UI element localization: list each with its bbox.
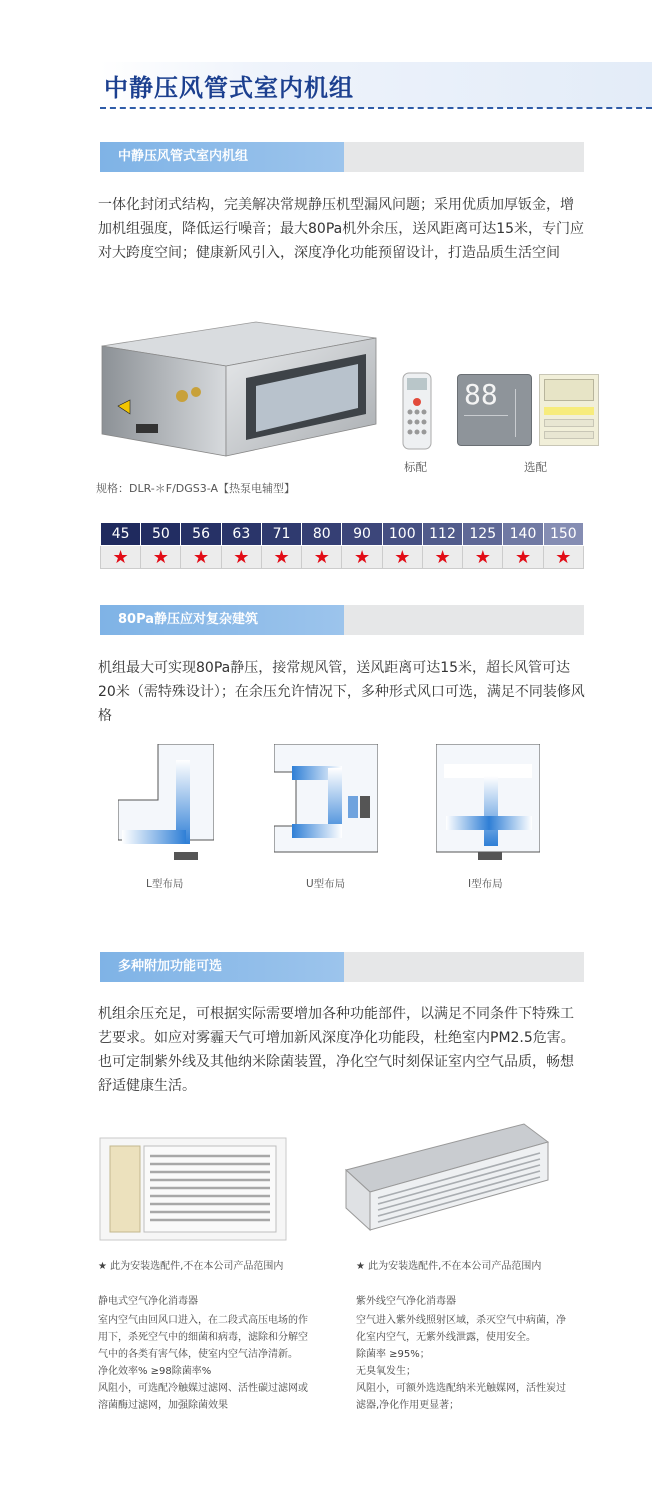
capacity-cell: 71 — [261, 523, 301, 546]
availability-star: ★ — [261, 546, 301, 569]
description-line: 化室内空气，无紫外线泄露，使用安全。 — [356, 1332, 536, 1343]
section-heading: 中静压风管式室内机组 — [100, 142, 344, 172]
capacity-cell: 80 — [302, 523, 342, 546]
description-line: 滤器,净化作用更显著； — [356, 1400, 460, 1411]
u-layout-icon — [274, 744, 378, 868]
availability-star: ★ — [181, 546, 221, 569]
capacity-cell: 125 — [463, 523, 503, 546]
description-line: 空气进入紫外线照射区域，杀灭空气中病菌，净 — [356, 1315, 566, 1326]
touch-panel-image — [539, 374, 599, 446]
duct-unit-image — [96, 316, 381, 466]
wired-controller-image — [457, 374, 532, 446]
electrostatic-description — [98, 1293, 338, 1414]
standard-label: 标配 — [404, 460, 427, 474]
capacity-cell: 150 — [543, 523, 583, 546]
section-heading: 多种附加功能可选 — [100, 952, 344, 982]
controller-display: 88 — [464, 378, 498, 411]
section-heading: 80Pa静压应对复杂建筑 — [100, 605, 344, 635]
description-line: 溶菌酶过滤网，加强除菌效果 — [98, 1400, 228, 1411]
section3-body: 机组余压充足，可根据实际需要增加各种功能部件，以满足不同条件下特殊工艺要求。如应对雾霾天气可增加新风深度净化功能段，杜绝室内PM2.5危害。也可定制紫外线及其他纳米除菌装置，净化空气时刻保证室内空气品质，畅想舒适健康生活。 — [98, 1006, 575, 1094]
availability-star: ★ — [101, 546, 141, 569]
optional-label: 选配 — [524, 460, 547, 474]
right-accessory-note: ★ 此为安装选配件,不在本公司产品范围内 — [356, 1261, 542, 1272]
description-line: 无臭氧发生； — [356, 1366, 416, 1377]
i-layout-label: I型布局 — [468, 878, 503, 890]
description-line: 除菌率 ≥95%； — [356, 1349, 430, 1360]
capacity-cell: 50 — [141, 523, 181, 546]
uv-description — [356, 1293, 596, 1414]
capacity-cell: 90 — [342, 523, 382, 546]
section2-body: 机组最大可实现80Pa静压，接常规风管，送风距离可达15米，超长风管可达20米（需特殊设计）；在余压允许情况下，多种形式风口可选，满足不同装修风格 — [98, 660, 585, 724]
l-layout-label: L型布局 — [146, 878, 184, 890]
description-title: 紫外线空气净化消毒器 — [356, 1296, 456, 1307]
title-divider — [100, 107, 652, 109]
availability-star: ★ — [543, 546, 583, 569]
capacity-cell: 112 — [422, 523, 462, 546]
section-header-3 — [100, 952, 584, 982]
availability-star: ★ — [463, 546, 503, 569]
availability-star: ★ — [342, 546, 382, 569]
left-accessory-note: ★ 此为安装选配件,不在本公司产品范围内 — [98, 1261, 284, 1272]
capacity-cell: 100 — [382, 523, 422, 546]
availability-star: ★ — [382, 546, 422, 569]
section-header-2 — [100, 605, 584, 635]
standard-remote-image — [402, 372, 432, 450]
availability-star: ★ — [141, 546, 181, 569]
capacity-cell: 56 — [181, 523, 221, 546]
description-line: 风阻小，可额外选选配纳米光触媒网，活性炭过 — [356, 1383, 566, 1394]
description-line: 净化效率% ≥98除菌率% — [98, 1366, 212, 1377]
availability-star: ★ — [221, 546, 261, 569]
description-title: 静电式空气净化消毒器 — [98, 1296, 198, 1307]
capacity-cell: 140 — [503, 523, 543, 546]
section-header-1 — [100, 142, 584, 172]
section1-body: 一体化封闭式结构，完美解决常规静压机型漏风问题；采用优质加厚钣金，增加机组强度，降低运行噪音；最大80Pa机外余压，送风距离可达15米，专门应对大跨度空间；健康新风引入，深度净化功能预留设计，打造品质生活空间 — [98, 197, 585, 261]
model-spec: 规格：DLR-＊F/DGS3-A【热泵电辅型】 — [96, 482, 296, 495]
capacity-table — [100, 522, 584, 569]
description-line: 风阻小，可选配冷触媒过滤网、活性碳过滤网或 — [98, 1383, 308, 1394]
electrostatic-purifier-image — [98, 1136, 288, 1242]
uv-purifier-image — [340, 1120, 552, 1234]
capacity-row — [101, 523, 584, 546]
availability-star: ★ — [422, 546, 462, 569]
availability-row — [101, 546, 584, 569]
i-layout-icon — [436, 744, 540, 868]
capacity-cell: 45 — [101, 523, 141, 546]
description-line: 用下，杀死空气中的细菌和病毒，滤除和分解空 — [98, 1332, 308, 1343]
l-layout-icon — [118, 744, 214, 868]
page-title: 中静压风管式室内机组 — [104, 74, 354, 102]
capacity-cell: 63 — [221, 523, 261, 546]
description-line: 气中的各类有害气体，使室内空气洁净清新。 — [98, 1349, 298, 1360]
availability-star: ★ — [302, 546, 342, 569]
u-layout-label: U型布局 — [306, 878, 346, 890]
availability-star: ★ — [503, 546, 543, 569]
description-line: 室内空气由回风口进入，在二段式高压电场的作 — [98, 1315, 308, 1326]
